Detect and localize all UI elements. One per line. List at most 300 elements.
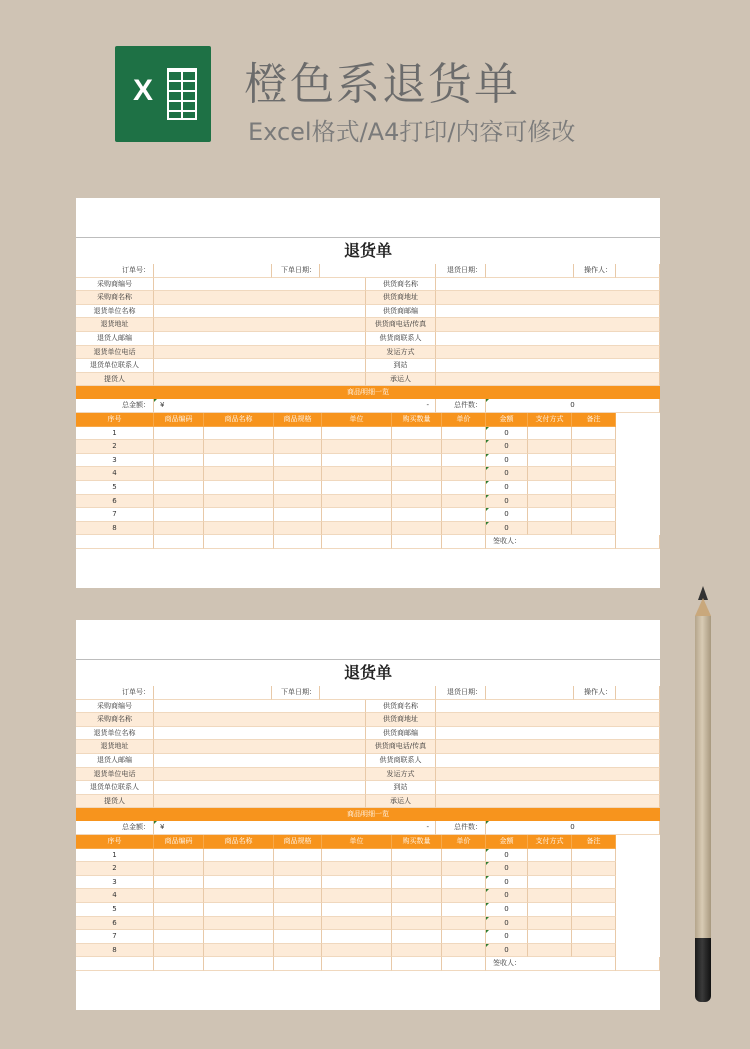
amount-cell[interactable]: 0 (486, 849, 528, 863)
info-row (76, 318, 660, 332)
table-cell[interactable] (392, 481, 442, 495)
pencil-icon (694, 586, 712, 1004)
table-cell[interactable] (528, 862, 572, 876)
table-cell[interactable] (442, 917, 486, 931)
left-value-cell[interactable] (154, 795, 366, 809)
table-cell[interactable] (322, 440, 392, 454)
table-cell[interactable] (322, 944, 392, 958)
info-row (76, 781, 660, 795)
table-cell[interactable] (528, 467, 572, 481)
table-cell[interactable] (274, 903, 322, 917)
order-no-cell[interactable] (154, 686, 272, 700)
table-cell[interactable] (392, 440, 442, 454)
left-value-cell[interactable] (154, 754, 366, 768)
table-cell[interactable] (572, 876, 616, 890)
left-label: 提货人 (76, 795, 154, 809)
right-label: 供货商名称 (366, 278, 436, 292)
right-label: 供货商电话/传真 (366, 318, 436, 332)
table-cell[interactable] (392, 427, 442, 441)
total-pieces-cell[interactable]: 0 (486, 821, 660, 835)
detail-band: 商品明细一览 (76, 386, 660, 399)
excel-grid-icon (167, 68, 197, 120)
left-label: 退货地址 (76, 740, 154, 754)
right-label: 供货商联系人 (366, 754, 436, 768)
form-title: 退货单 (343, 663, 392, 682)
amount-cell[interactable]: 0 (486, 876, 528, 890)
table-cell[interactable] (154, 876, 204, 890)
table-cell[interactable] (204, 440, 274, 454)
table-cell[interactable] (528, 522, 572, 536)
column-header: 单位 (322, 835, 392, 849)
left-label: 提货人 (76, 373, 154, 387)
right-value-cell[interactable] (436, 754, 660, 768)
table-cell[interactable] (322, 427, 392, 441)
table-cell[interactable] (572, 495, 616, 509)
excel-logo-letter: X (133, 74, 154, 107)
left-label: 退货单位名称 (76, 727, 154, 741)
return-date-label: 退货日期： (436, 264, 486, 278)
table-cell[interactable] (204, 889, 274, 903)
table-cell[interactable] (392, 862, 442, 876)
page-title: 橙色系退货单 (244, 59, 520, 110)
table-cell[interactable] (204, 944, 274, 958)
signer-label: 签收人： (486, 535, 528, 549)
info-row (76, 740, 660, 754)
table-cell[interactable] (528, 917, 572, 931)
table-row (76, 454, 660, 468)
info-row (76, 278, 660, 292)
table-cell[interactable] (528, 508, 572, 522)
row-number: 1 (76, 849, 154, 863)
left-value-cell[interactable] (154, 713, 366, 727)
table-cell[interactable] (274, 917, 322, 931)
right-value-cell[interactable] (436, 278, 660, 292)
right-label: 到站 (366, 781, 436, 795)
left-label: 退货人邮编 (76, 754, 154, 768)
right-value-cell[interactable] (436, 713, 660, 727)
table-cell[interactable] (572, 849, 616, 863)
order-date-cell[interactable] (320, 686, 436, 700)
info-row (76, 332, 660, 346)
total-pieces-cell[interactable]: 0 (486, 399, 660, 413)
table-cell[interactable] (204, 508, 274, 522)
column-header: 商品名称 (204, 835, 274, 849)
left-value-cell[interactable] (154, 332, 366, 346)
right-label: 供货商地址 (366, 291, 436, 305)
table-cell[interactable] (322, 876, 392, 890)
total-pieces-label: 总件数： (436, 821, 486, 835)
table-cell[interactable] (154, 849, 204, 863)
table-cell[interactable] (204, 427, 274, 441)
signer-cell[interactable] (528, 957, 616, 971)
table-cell[interactable] (274, 889, 322, 903)
table-cell[interactable] (204, 876, 274, 890)
left-label: 退货单位电话 (76, 346, 154, 360)
left-label: 采购商编号 (76, 278, 154, 292)
table-cell[interactable] (572, 862, 616, 876)
column-header: 备注 (572, 835, 616, 849)
right-label: 供货商联系人 (366, 332, 436, 346)
return-date-cell[interactable] (486, 264, 574, 278)
order-no-cell[interactable] (154, 264, 272, 278)
totals-row (76, 821, 660, 835)
table-cell[interactable] (274, 522, 322, 536)
table-cell[interactable] (274, 862, 322, 876)
operator-cell[interactable] (616, 264, 660, 278)
order-date-cell[interactable] (320, 264, 436, 278)
amount-cell[interactable]: 0 (486, 467, 528, 481)
currency-symbol: ¥ (160, 401, 165, 410)
table-cell[interactable] (528, 454, 572, 468)
row-number: 7 (76, 930, 154, 944)
return-date-cell[interactable] (486, 686, 574, 700)
table-row (76, 862, 660, 876)
amount-cell[interactable]: 0 (486, 944, 528, 958)
left-label: 退货单位联系人 (76, 359, 154, 373)
right-value-cell[interactable] (436, 768, 660, 782)
table-cell[interactable] (392, 508, 442, 522)
table-cell[interactable] (322, 862, 392, 876)
table-cell[interactable] (322, 930, 392, 944)
operator-label: 操作人： (574, 264, 616, 278)
table-cell[interactable] (154, 522, 204, 536)
table-cell[interactable] (572, 917, 616, 931)
total-amount-label: 总金额： (76, 821, 154, 835)
table-cell[interactable] (572, 427, 616, 441)
table-cell[interactable] (572, 508, 616, 522)
table-cell[interactable] (322, 481, 392, 495)
row-number: 4 (76, 467, 154, 481)
table-cell[interactable] (154, 440, 204, 454)
table-cell[interactable] (528, 930, 572, 944)
table-cell[interactable] (322, 849, 392, 863)
row-number: 4 (76, 889, 154, 903)
column-header: 金额 (486, 413, 528, 427)
table-cell[interactable] (274, 467, 322, 481)
table-cell[interactable] (274, 849, 322, 863)
right-value-cell[interactable] (436, 332, 660, 346)
left-label: 退货人邮编 (76, 332, 154, 346)
column-header: 商品编码 (154, 835, 204, 849)
right-label: 发运方式 (366, 768, 436, 782)
table-row (76, 889, 660, 903)
table-cell[interactable] (274, 481, 322, 495)
table-cell[interactable] (392, 454, 442, 468)
left-label: 退货地址 (76, 318, 154, 332)
row-number: 7 (76, 508, 154, 522)
row-number: 8 (76, 522, 154, 536)
right-label: 供货商邮编 (366, 727, 436, 741)
amount-cell[interactable]: 0 (486, 454, 528, 468)
signer-label: 签收人： (486, 957, 528, 971)
table-cell[interactable] (204, 930, 274, 944)
table-cell[interactable] (528, 427, 572, 441)
left-label: 退货单位电话 (76, 768, 154, 782)
table-cell[interactable] (392, 917, 442, 931)
table-cell[interactable] (442, 849, 486, 863)
table-cell[interactable] (154, 889, 204, 903)
detail-table-header (76, 413, 660, 427)
total-amount-label: 总金额： (76, 399, 154, 413)
detail-table-header (76, 835, 660, 849)
right-value-cell[interactable] (436, 727, 660, 741)
right-value-cell[interactable] (436, 318, 660, 332)
table-cell[interactable] (392, 522, 442, 536)
table-cell[interactable] (442, 522, 486, 536)
column-header: 单位 (322, 413, 392, 427)
table-cell[interactable] (392, 495, 442, 509)
column-header: 单价 (442, 835, 486, 849)
totals-row (76, 399, 660, 413)
table-cell[interactable] (572, 944, 616, 958)
row-number: 3 (76, 876, 154, 890)
table-cell[interactable] (204, 903, 274, 917)
table-cell[interactable] (274, 876, 322, 890)
table-cell[interactable] (392, 849, 442, 863)
table-cell[interactable] (528, 889, 572, 903)
table-cell[interactable] (322, 454, 392, 468)
table-cell[interactable] (572, 522, 616, 536)
table-cell[interactable] (322, 467, 392, 481)
table-cell[interactable] (442, 508, 486, 522)
amount-cell[interactable]: 0 (486, 522, 528, 536)
table-cell[interactable] (322, 889, 392, 903)
right-value-cell[interactable] (436, 359, 660, 373)
right-label: 到站 (366, 359, 436, 373)
amount-cell[interactable]: 0 (486, 917, 528, 931)
info-row (76, 727, 660, 741)
left-value-cell[interactable] (154, 318, 366, 332)
left-value-cell[interactable] (154, 346, 366, 360)
info-row (76, 768, 660, 782)
right-value-cell[interactable] (436, 740, 660, 754)
return-form-sheet-1 (76, 198, 660, 588)
right-label: 承运人 (366, 373, 436, 387)
table-cell[interactable] (572, 440, 616, 454)
table-cell[interactable] (528, 849, 572, 863)
left-label: 采购商编号 (76, 700, 154, 714)
left-value-cell[interactable] (154, 291, 366, 305)
right-value-cell[interactable] (436, 305, 660, 319)
table-cell[interactable] (442, 440, 486, 454)
table-cell[interactable] (154, 467, 204, 481)
table-cell[interactable] (572, 454, 616, 468)
table-cell[interactable] (392, 903, 442, 917)
table-cell[interactable] (572, 889, 616, 903)
row-number: 3 (76, 454, 154, 468)
column-header: 支付方式 (528, 835, 572, 849)
table-cell[interactable] (322, 903, 392, 917)
table-cell[interactable] (442, 876, 486, 890)
table-cell[interactable] (572, 467, 616, 481)
table-cell[interactable] (322, 495, 392, 509)
info-row (76, 346, 660, 360)
left-value-cell[interactable] (154, 359, 366, 373)
left-label: 采购商名称 (76, 713, 154, 727)
table-cell[interactable] (274, 944, 322, 958)
column-header: 商品编码 (154, 413, 204, 427)
table-cell[interactable] (322, 917, 392, 931)
info-row (76, 700, 660, 714)
column-header: 购买数量 (392, 835, 442, 849)
page-subtitle: Excel格式/A4打印/内容可修改 (248, 118, 576, 146)
row-number: 6 (76, 917, 154, 931)
left-value-cell[interactable] (154, 768, 366, 782)
table-row (76, 508, 660, 522)
total-amount-cell[interactable] (154, 399, 436, 413)
table-cell[interactable] (442, 467, 486, 481)
amount-cell[interactable]: 0 (486, 508, 528, 522)
table-cell[interactable] (528, 944, 572, 958)
right-label: 供货商地址 (366, 713, 436, 727)
table-cell[interactable] (572, 930, 616, 944)
table-cell[interactable] (204, 481, 274, 495)
table-cell[interactable] (154, 862, 204, 876)
form-header-row (76, 686, 660, 700)
column-header: 金额 (486, 835, 528, 849)
detail-band: 商品明细一览 (76, 808, 660, 821)
table-cell[interactable] (528, 876, 572, 890)
left-value-cell[interactable] (154, 781, 366, 795)
left-value-cell[interactable] (154, 740, 366, 754)
operator-label: 操作人： (574, 686, 616, 700)
table-cell[interactable] (274, 427, 322, 441)
left-label: 退货单位联系人 (76, 781, 154, 795)
table-cell[interactable] (154, 930, 204, 944)
table-cell[interactable] (204, 849, 274, 863)
left-label: 退货单位名称 (76, 305, 154, 319)
right-label: 供货商邮编 (366, 305, 436, 319)
table-cell[interactable] (154, 427, 204, 441)
info-row (76, 291, 660, 305)
table-cell[interactable] (442, 427, 486, 441)
amount-cell[interactable]: 0 (486, 495, 528, 509)
right-value-cell[interactable] (436, 346, 660, 360)
info-row (76, 713, 660, 727)
table-cell[interactable] (442, 862, 486, 876)
table-cell[interactable] (204, 522, 274, 536)
order-no-label: 订单号： (76, 686, 154, 700)
amount-cell[interactable]: 0 (486, 903, 528, 917)
amount-cell[interactable]: 0 (486, 440, 528, 454)
column-header: 序号 (76, 413, 154, 427)
table-cell[interactable] (204, 467, 274, 481)
right-value-cell[interactable] (436, 373, 660, 387)
table-cell[interactable] (154, 481, 204, 495)
table-cell[interactable] (442, 454, 486, 468)
right-label: 发运方式 (366, 346, 436, 360)
table-cell[interactable] (528, 440, 572, 454)
table-cell[interactable] (274, 440, 322, 454)
table-cell[interactable] (392, 876, 442, 890)
table-cell[interactable] (204, 495, 274, 509)
signer-row (76, 535, 660, 549)
table-cell[interactable] (392, 944, 442, 958)
table-cell[interactable] (442, 944, 486, 958)
table-cell[interactable] (528, 495, 572, 509)
table-cell[interactable] (154, 508, 204, 522)
row-number: 2 (76, 440, 154, 454)
table-cell[interactable] (528, 903, 572, 917)
table-cell[interactable] (204, 454, 274, 468)
right-label: 承运人 (366, 795, 436, 809)
return-date-label: 退货日期： (436, 686, 486, 700)
table-cell[interactable] (274, 454, 322, 468)
table-cell[interactable] (154, 917, 204, 931)
right-value-cell[interactable] (436, 781, 660, 795)
table-row (76, 467, 660, 481)
amount-cell[interactable]: 0 (486, 930, 528, 944)
table-cell[interactable] (274, 495, 322, 509)
column-header: 单价 (442, 413, 486, 427)
right-value-cell[interactable] (436, 291, 660, 305)
table-cell[interactable] (154, 944, 204, 958)
signer-row (76, 957, 660, 971)
table-cell[interactable] (154, 495, 204, 509)
row-number: 5 (76, 903, 154, 917)
table-cell[interactable] (572, 903, 616, 917)
right-label: 供货商名称 (366, 700, 436, 714)
left-value-cell[interactable] (154, 305, 366, 319)
info-row (76, 795, 660, 809)
table-cell[interactable] (572, 481, 616, 495)
amount-dash: - (426, 823, 429, 832)
table-cell[interactable] (442, 495, 486, 509)
table-cell[interactable] (392, 467, 442, 481)
right-value-cell[interactable] (436, 795, 660, 809)
amount-cell[interactable]: 0 (486, 427, 528, 441)
table-row (76, 876, 660, 890)
table-cell[interactable] (392, 889, 442, 903)
amount-cell[interactable]: 0 (486, 889, 528, 903)
operator-cell[interactable] (616, 686, 660, 700)
table-cell[interactable] (204, 917, 274, 931)
form-header-row (76, 264, 660, 278)
table-cell[interactable] (442, 903, 486, 917)
table-cell[interactable] (154, 903, 204, 917)
table-cell[interactable] (442, 889, 486, 903)
order-no-label: 订单号： (76, 264, 154, 278)
right-label: 供货商电话/传真 (366, 740, 436, 754)
left-value-cell[interactable] (154, 727, 366, 741)
amount-cell[interactable]: 0 (486, 862, 528, 876)
table-cell[interactable] (322, 508, 392, 522)
table-cell[interactable] (322, 522, 392, 536)
info-row (76, 754, 660, 768)
left-value-cell[interactable] (154, 700, 366, 714)
right-value-cell[interactable] (436, 700, 660, 714)
total-pieces-label: 总件数： (436, 399, 486, 413)
table-cell[interactable] (442, 930, 486, 944)
table-cell[interactable] (274, 930, 322, 944)
left-value-cell[interactable] (154, 373, 366, 387)
table-row (76, 903, 660, 917)
column-header: 商品名称 (204, 413, 274, 427)
table-cell[interactable] (274, 508, 322, 522)
left-value-cell[interactable] (154, 278, 366, 292)
total-amount-cell[interactable] (154, 821, 436, 835)
table-cell[interactable] (204, 862, 274, 876)
row-number: 2 (76, 862, 154, 876)
table-cell[interactable] (392, 930, 442, 944)
amount-cell[interactable]: 0 (486, 481, 528, 495)
signer-cell[interactable] (528, 535, 616, 549)
table-row (76, 849, 660, 863)
left-label: 采购商名称 (76, 291, 154, 305)
table-cell[interactable] (442, 481, 486, 495)
table-cell[interactable] (154, 454, 204, 468)
table-cell[interactable] (528, 481, 572, 495)
